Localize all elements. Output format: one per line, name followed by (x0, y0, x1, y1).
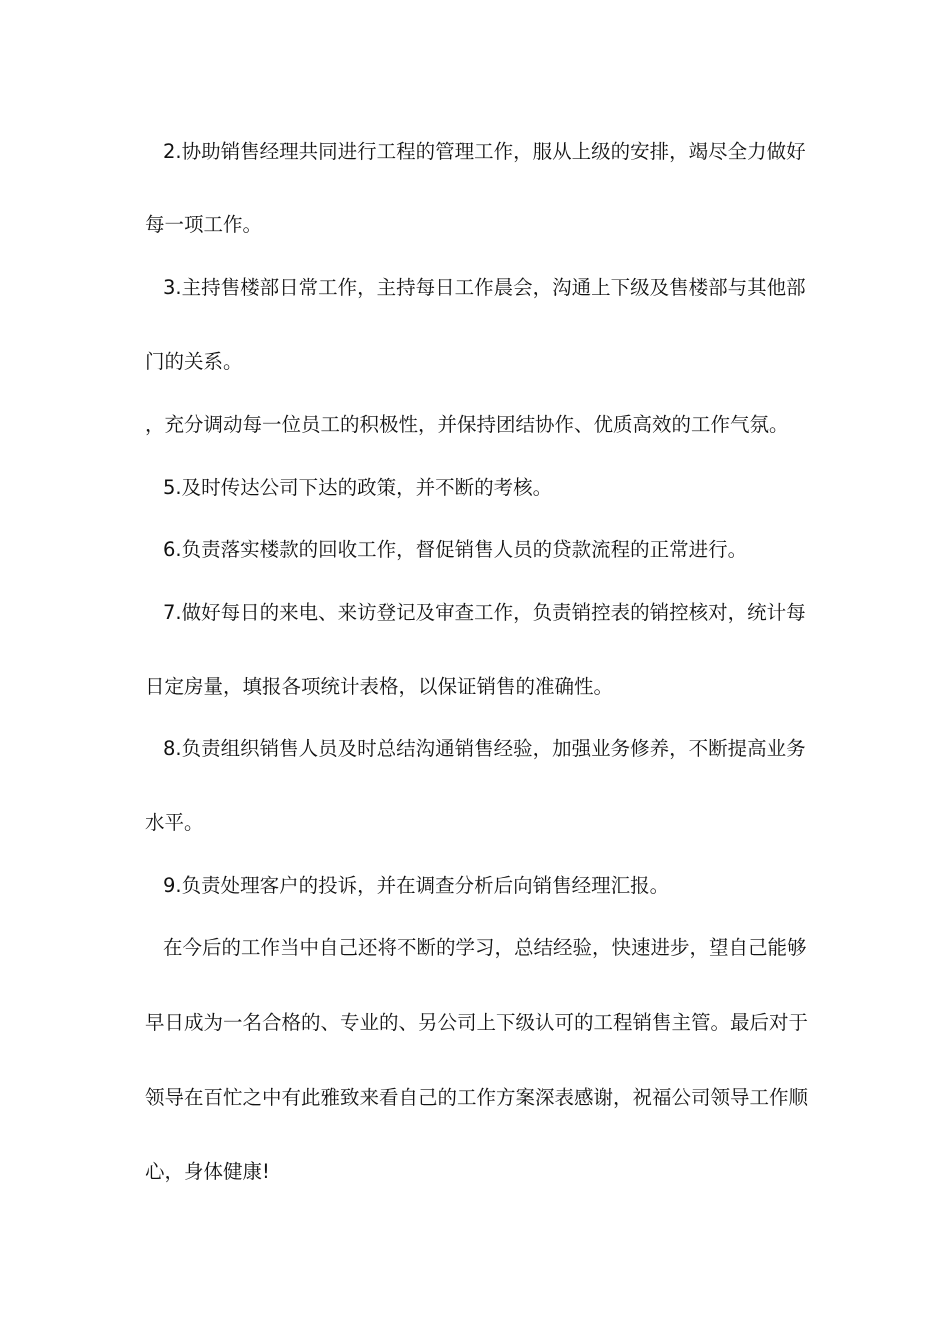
paragraph-line: 5.及时传达公司下达的政策，并不断的考核。 (163, 476, 553, 499)
paragraph-line: 8.负责组织销售人员及时总结沟通销售经验，加强业务修养，不断提高业务 (163, 737, 806, 760)
paragraph-line: 在今后的工作当中自己还将不断的学习，总结经验，快速进步，望自己能够 (163, 936, 807, 959)
paragraph-line: 水平。 (145, 811, 204, 834)
paragraph-line: 3.主持售楼部日常工作，主持每日工作晨会，沟通上下级及售楼部与其他部 (163, 276, 806, 299)
paragraph-line: 6.负责落实楼款的回收工作，督促销售人员的贷款流程的正常进行。 (163, 538, 748, 561)
paragraph-line: 领导在百忙之中有此雅致来看自己的工作方案深表感谢，祝福公司领导工作顺 (145, 1086, 809, 1109)
paragraph-line: 每一项工作。 (145, 213, 263, 236)
paragraph-line: ，充分调动每一位员工的积极性，并保持团结协作、优质高效的工作气氛。 (145, 413, 789, 436)
paragraph-line: 门的关系。 (145, 350, 243, 373)
paragraph-line: 7.做好每日的来电、来访登记及审查工作，负责销控表的销控核对，统计每 (163, 601, 806, 624)
paragraph-line: 2.协助销售经理共同进行工程的管理工作，服从上级的安排，竭尽全力做好 (163, 140, 806, 163)
paragraph-line: 心，身体健康! (145, 1160, 270, 1183)
paragraph-line: 日定房量，填报各项统计表格，以保证销售的准确性。 (145, 675, 614, 698)
paragraph-line: 早日成为一名合格的、专业的、另公司上下级认可的工程销售主管。最后对于 (145, 1011, 809, 1034)
paragraph-line: 9.负责处理客户的投诉，并在调查分析后向销售经理汇报。 (163, 874, 670, 897)
